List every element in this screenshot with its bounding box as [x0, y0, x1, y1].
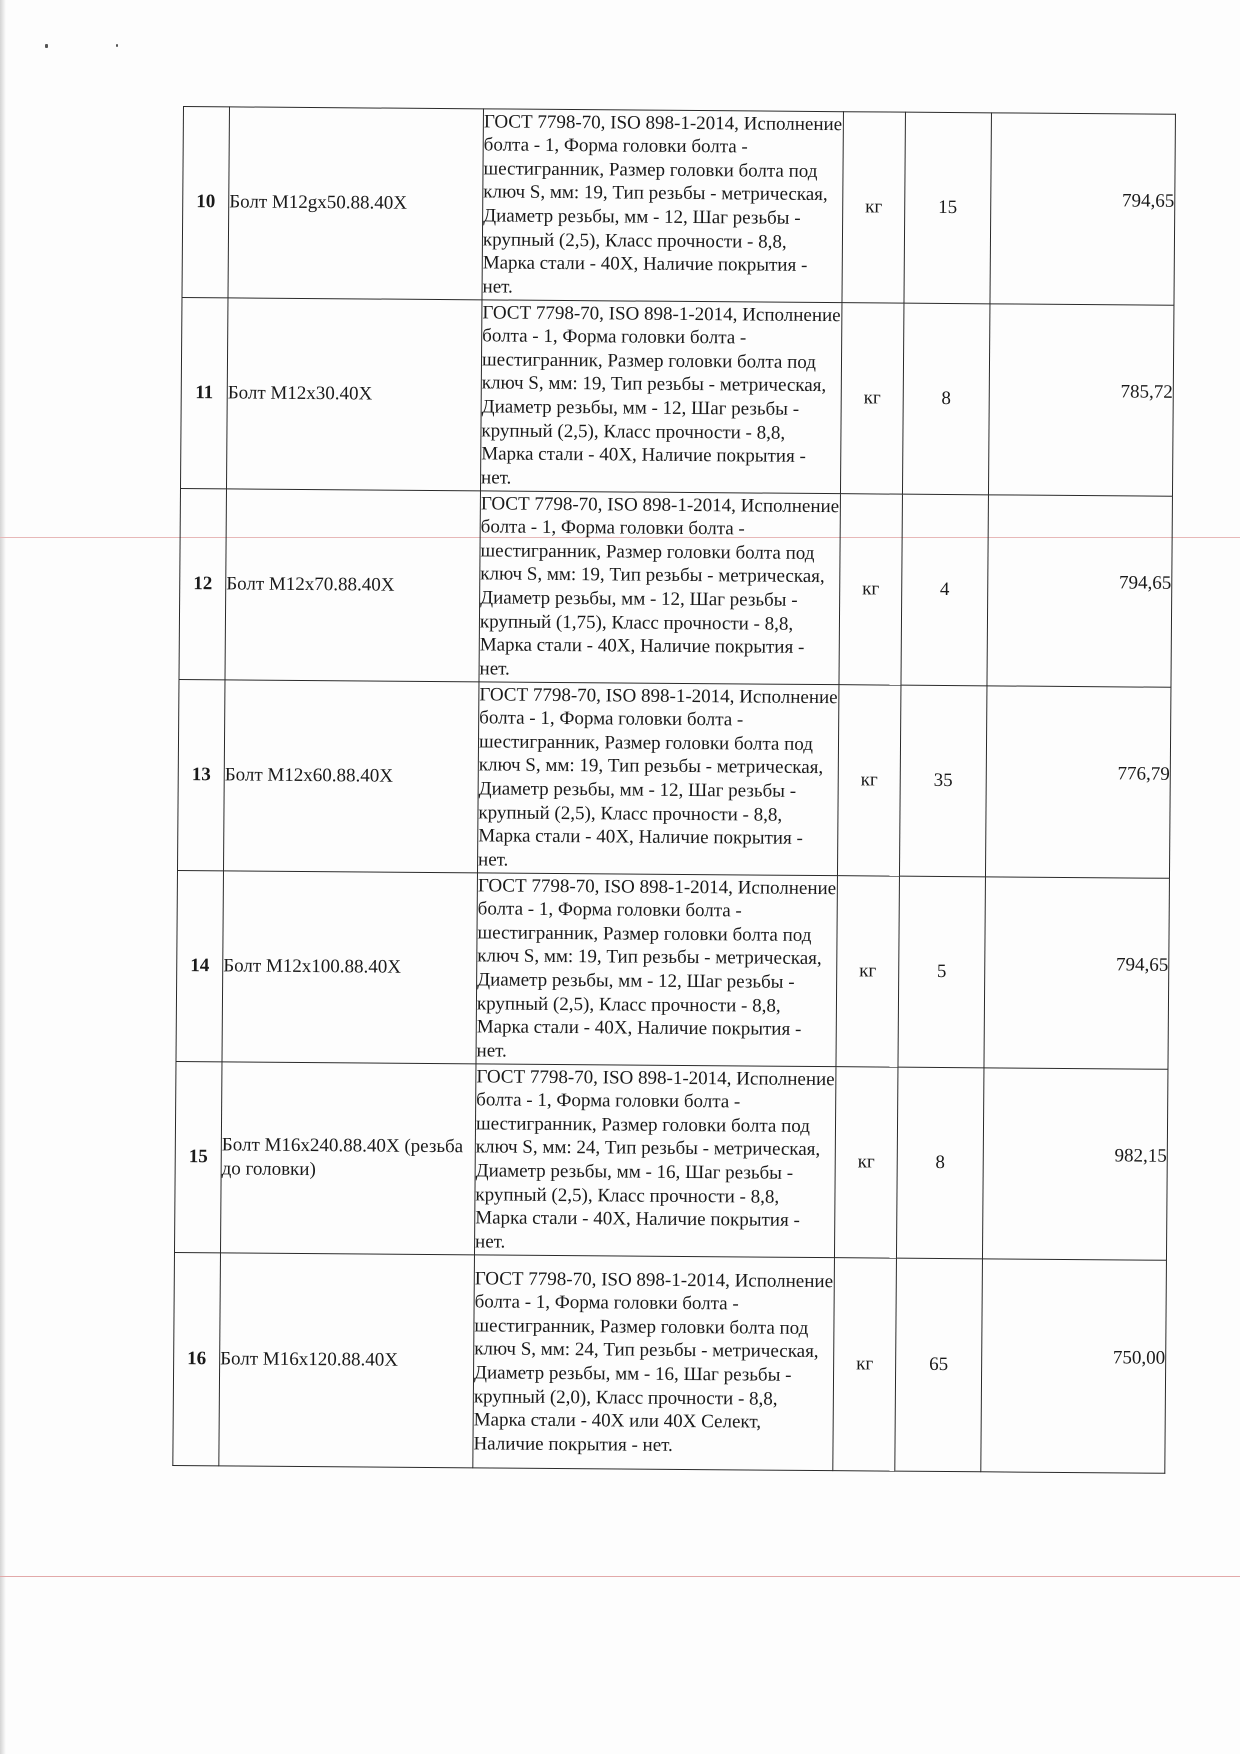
- unit-of-measure-cell: [834, 1067, 897, 1258]
- row-number-cell: [180, 297, 227, 488]
- item-description: ГОСТ 7798-70, ISO 898-1-2014, Исполнение болта - 1, Форма головки болта - шестигранник, Размер головки болта под ключ S, мм: 24, Тип резьбы - метрическая, Диаметр резьбы, мм - 16, Шаг резьбы - крупный (2,5), Класс прочности - 8,8, Марка стали - 40Х, Наличие покрытия - нет.: [475, 1065, 835, 1253]
- item-description-cell: [477, 682, 838, 876]
- item-name: Болт М12gх50.88.40Х: [229, 191, 408, 214]
- row-number: 16: [187, 1348, 207, 1370]
- row-number: 15: [188, 1146, 208, 1168]
- unit-price: 794,65: [1121, 190, 1175, 212]
- unit-of-measure: кг: [863, 387, 881, 409]
- unit-of-measure: кг: [856, 1353, 874, 1375]
- quantity-cell: [902, 303, 989, 495]
- item-description: ГОСТ 7798-70, ISO 898-1-2014, Исполнение болта - 1, Форма головки болта - шестигранник, Размер головки болта под ключ S, мм: 19, Тип резьбы - метрическая, Диаметр резьбы, мм - 12, Шаг резьбы - крупный (2,5), Класс прочности - 8,8, Марка стали - 40Х, Наличие покрытия - нет.: [481, 301, 841, 489]
- row-number: 11: [195, 382, 214, 404]
- unit-of-measure-cell: [839, 494, 902, 685]
- item-description: ГОСТ 7798-70, ISO 898-1-2014, Исполнение болта - 1, Форма головки болта - шестигранник, Размер головки болта под ключ S, мм: 19, Тип резьбы - метрическая, Диаметр резьбы, мм - 12, Шаг резьбы - крупный (2,5), Класс прочности - 8,8, Марка стали - 40Х, Наличие покрытия - нет.: [478, 683, 838, 871]
- item-description-cell: [476, 873, 837, 1067]
- row-number: 10: [196, 191, 216, 213]
- table-row: [174, 1061, 1167, 1260]
- scan-speck: [45, 44, 48, 48]
- scan-fold-line: [0, 1576, 1240, 1577]
- unit-price-cell: [984, 877, 1169, 1069]
- quantity: 65: [929, 1354, 949, 1376]
- item-name: Болт М12х60.88.40Х: [224, 764, 394, 787]
- unit-of-measure: кг: [860, 769, 878, 791]
- row-number-cell: [173, 1252, 221, 1465]
- item-description-cell: [473, 1255, 835, 1471]
- quantity-cell: [904, 112, 991, 304]
- item-description-cell: [479, 491, 840, 685]
- unit-price-cell: [990, 113, 1175, 305]
- item-name: Болт М16х120.88.40Х: [220, 1348, 399, 1371]
- unit-price: 776,79: [1117, 763, 1170, 785]
- table-row: [173, 1252, 1167, 1473]
- unit-price: 794,65: [1118, 572, 1172, 594]
- unit-of-measure: кг: [859, 960, 877, 982]
- row-number: 13: [191, 764, 211, 786]
- unit-price: 794,65: [1115, 954, 1169, 976]
- item-name: Болт М16х240.88.40Х (резьба до головки): [221, 1134, 464, 1181]
- unit-of-measure-cell: [842, 112, 905, 303]
- item-description: ГОСТ 7798-70, ISO 898-1-2014, Исполнение болта - 1, Форма головки болта - шестигранник, Размер головки болта под ключ S, мм: 24, Тип резьбы - метрическая, Диаметр резьбы, мм - 16, Шаг резьбы - крупный (2,0), Класс прочности - 8,8, Марка стали - 40Х или 40Х Селект, Наличие покрытия - нет.: [473, 1267, 834, 1456]
- unit-of-measure: кг: [865, 196, 883, 218]
- unit-price: 750,00: [1112, 1347, 1166, 1369]
- item-name-cell: [222, 871, 477, 1064]
- unit-price-cell: [987, 495, 1172, 687]
- table-row: [177, 679, 1170, 878]
- unit-price-cell: [988, 304, 1173, 496]
- table-body: [173, 107, 1176, 1474]
- item-name: Болт М12х100.88.40Х: [223, 955, 402, 978]
- quantity: 4: [939, 579, 950, 601]
- scan-edge-shadow: [0, 0, 6, 1754]
- row-number-cell: [176, 870, 223, 1061]
- item-name-cell: [220, 1062, 475, 1255]
- item-name-cell: [228, 107, 483, 300]
- quantity: 15: [938, 197, 958, 219]
- item-description-cell: [474, 1064, 835, 1258]
- row-number-cell: [177, 679, 224, 870]
- unit-price-cell: [985, 686, 1170, 878]
- item-description: ГОСТ 7798-70, ISO 898-1-2014, Исполнение болта - 1, Форма головки болта - шестигранник, Размер головки болта под ключ S, мм: 19, Тип резьбы - метрическая, Диаметр резьбы, мм - 12, Шаг резьбы - крупный (2,5), Класс прочности - 8,8, Марка стали - 40Х, Наличие покрытия - нет.: [482, 110, 843, 298]
- unit-of-measure-cell: [840, 303, 903, 494]
- unit-of-measure-cell: [833, 1258, 897, 1471]
- quantity-cell: [899, 685, 986, 877]
- item-name: Болт М12х70.88.40Х: [226, 573, 395, 596]
- row-number: 12: [193, 573, 213, 595]
- unit-of-measure-cell: [836, 876, 899, 1067]
- unit-of-measure: кг: [862, 578, 880, 600]
- item-description-cell: [482, 109, 843, 303]
- row-number: 14: [190, 955, 210, 977]
- unit-of-measure: кг: [857, 1151, 875, 1173]
- quantity-cell: [901, 494, 988, 686]
- specification-table: [172, 106, 1176, 1474]
- unit-price: 785,72: [1120, 381, 1173, 403]
- quantity: 35: [933, 770, 953, 792]
- item-description: ГОСТ 7798-70, ISO 898-1-2014, Исполнение болта - 1, Форма головки болта - шестигранник, Размер головки болта под ключ S, мм: 19, Тип резьбы - метрическая, Диаметр резьбы, мм - 12, Шаг резьбы - крупный (1,75), Класс прочности - 8,8, Марка стали - 40Х, Наличие покрытия - нет.: [479, 492, 840, 680]
- quantity: 8: [941, 388, 952, 410]
- quantity: 5: [936, 961, 947, 983]
- unit-price-cell: [982, 1068, 1167, 1260]
- item-description: ГОСТ 7798-70, ISO 898-1-2014, Исполнение болта - 1, Форма головки болта - шестигранник, Размер головки болта под ключ S, мм: 19, Тип резьбы - метрическая, Диаметр резьбы, мм - 12, Шаг резьбы - крупный (2,5), Класс прочности - 8,8, Марка стали - 40Х, Наличие покрытия - нет.: [476, 874, 837, 1062]
- quantity-cell: [895, 1258, 983, 1472]
- row-number-cell: [182, 107, 229, 298]
- quantity: 8: [935, 1152, 946, 1174]
- table-row: [180, 297, 1173, 496]
- item-name-cell: [219, 1253, 475, 1468]
- item-name: Болт М12х30.40Х: [227, 382, 373, 405]
- unit-of-measure-cell: [837, 685, 900, 876]
- item-name-cell: [226, 298, 481, 491]
- row-number-cell: [174, 1061, 221, 1252]
- item-name-cell: [225, 489, 480, 682]
- row-number-cell: [179, 488, 226, 679]
- quantity-cell: [896, 1067, 983, 1259]
- item-name-cell: [223, 680, 478, 873]
- unit-price-cell: [981, 1259, 1167, 1473]
- scan-speck: [116, 44, 118, 47]
- unit-price: 982,15: [1114, 1145, 1167, 1167]
- table-row: [182, 107, 1175, 306]
- table-row: [179, 488, 1172, 687]
- table-row: [176, 870, 1169, 1069]
- quantity-cell: [898, 876, 985, 1068]
- item-description-cell: [480, 300, 841, 494]
